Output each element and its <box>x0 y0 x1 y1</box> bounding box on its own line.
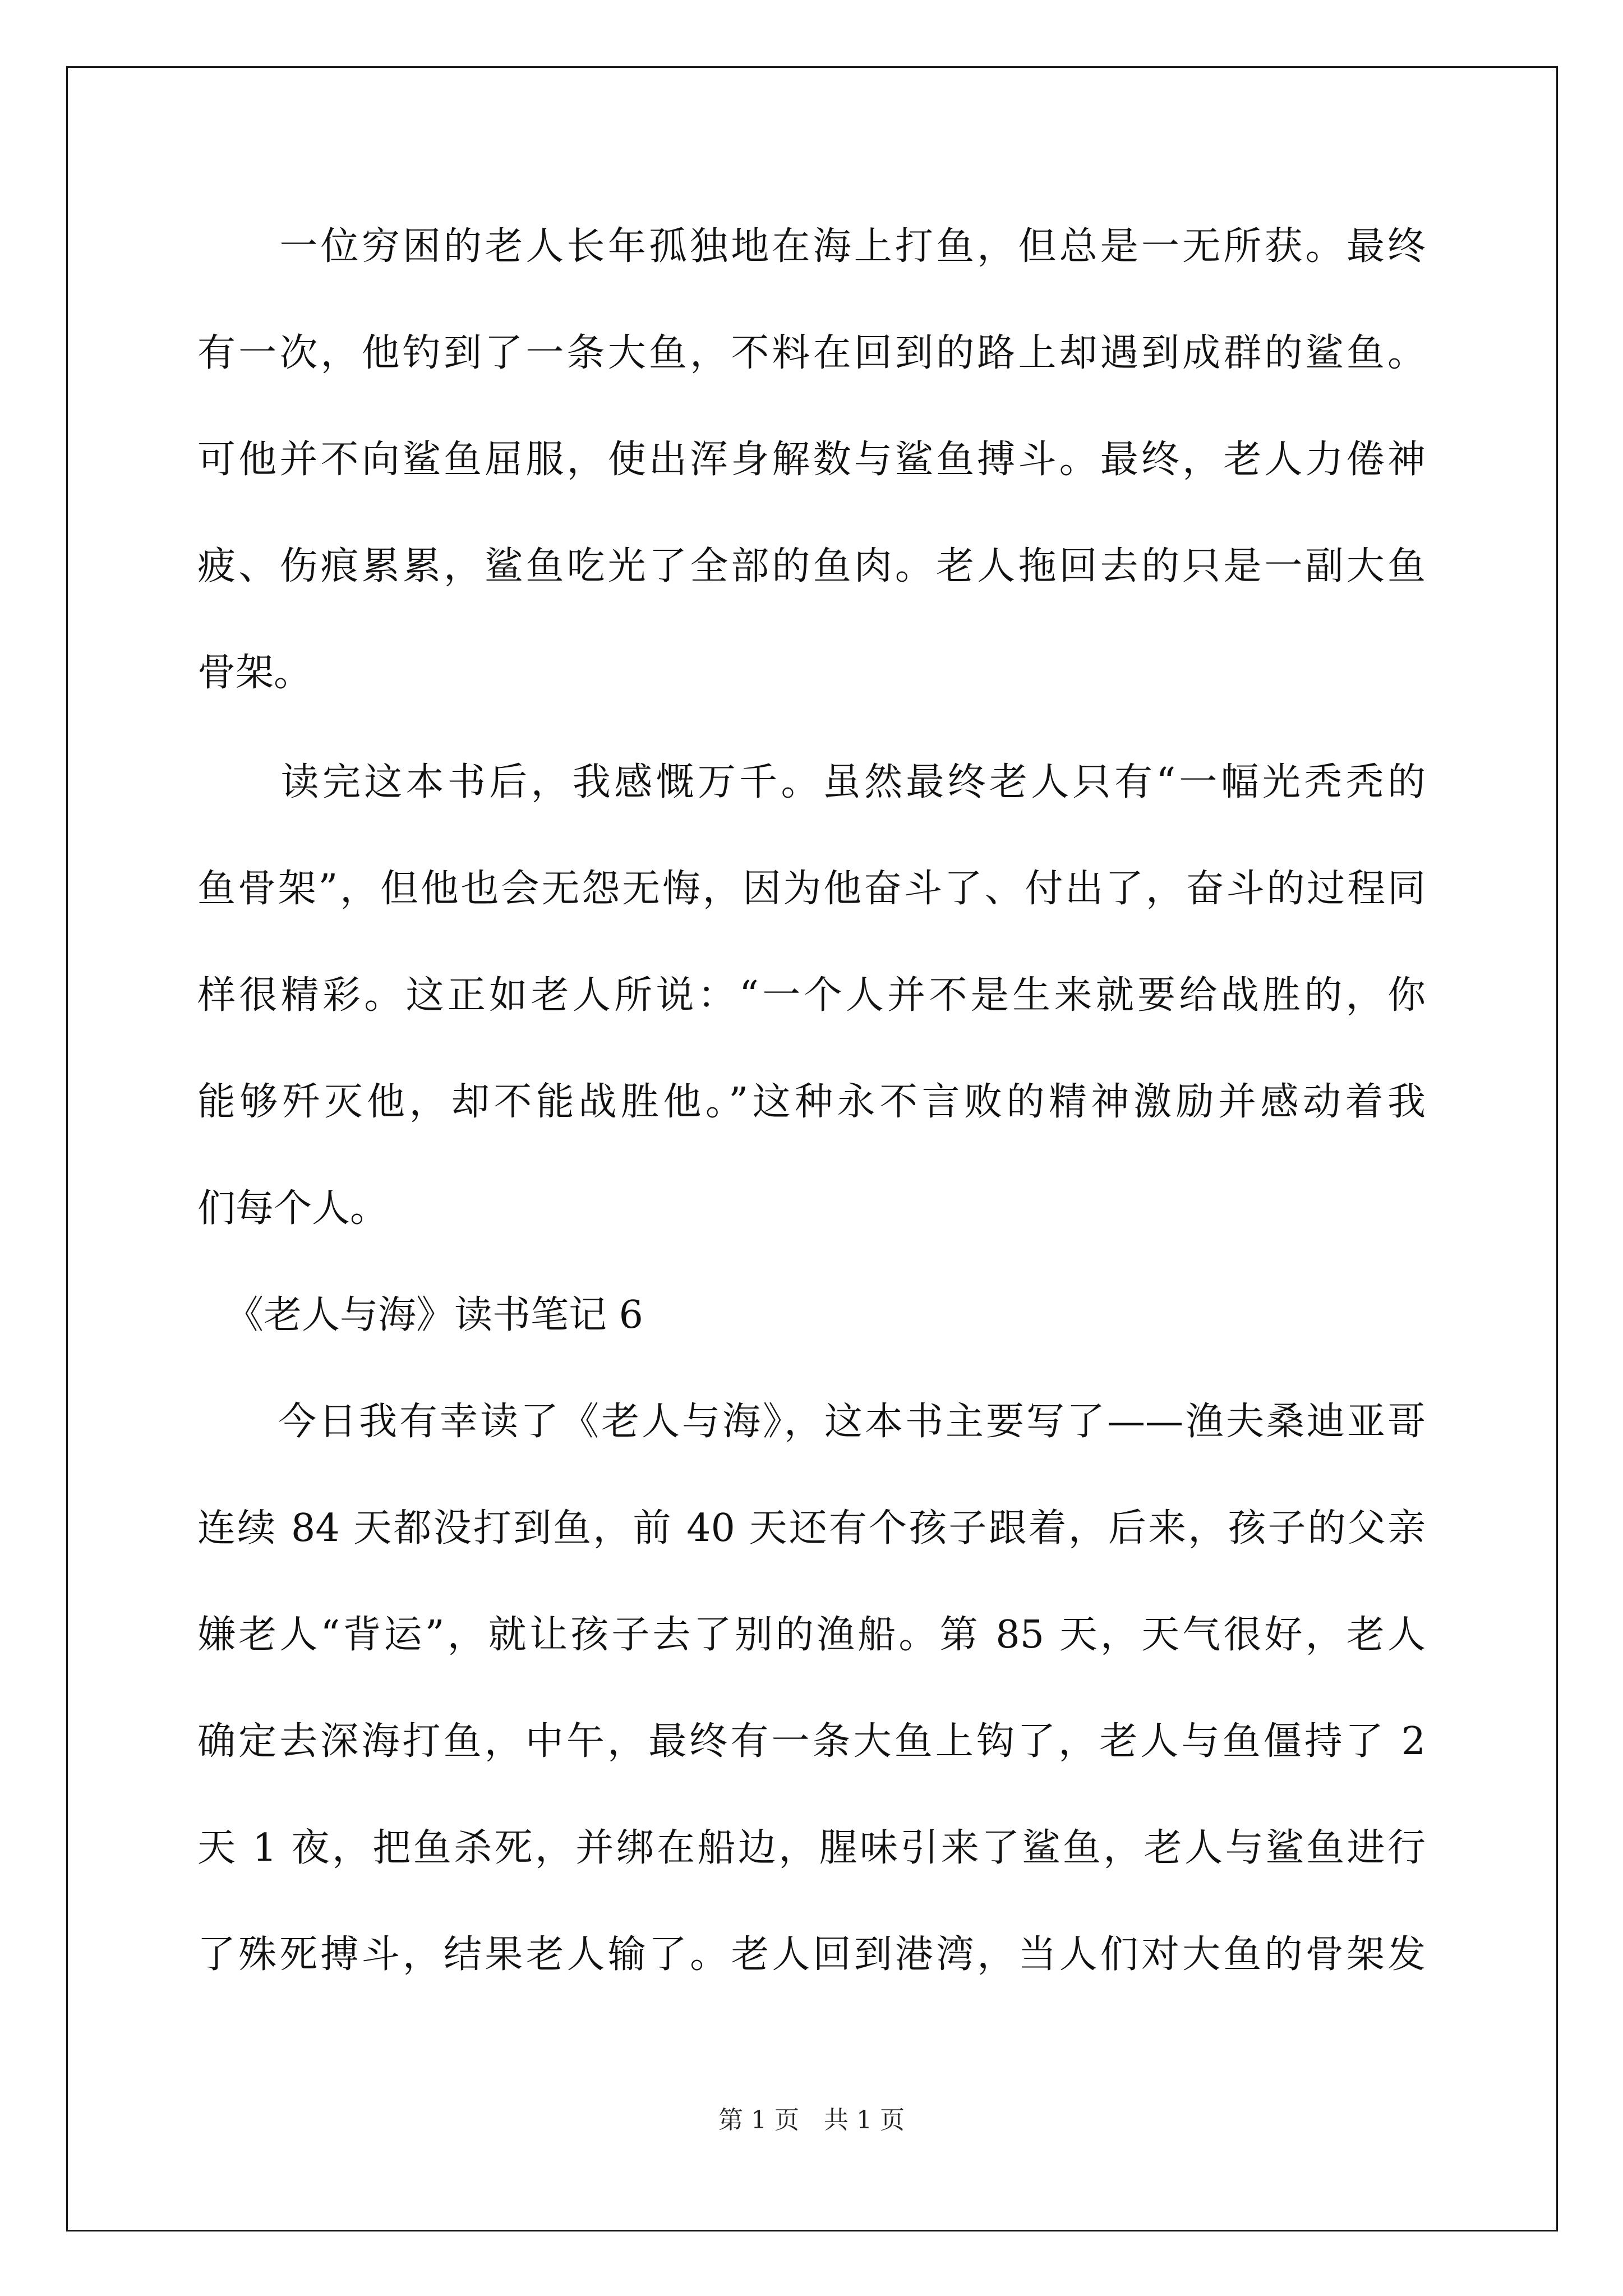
text-line: 连续 84 天都没打到鱼，前 40 天还有个孩子跟着，后来，孩子的父亲 <box>197 1506 1426 1550</box>
text-line: 疲、伤痕累累，鲨鱼吃光了全部的鱼肉。老人拖回去的只是一副大鱼 <box>197 544 1426 588</box>
text-line: 有一次，他钓到了一条大鱼，不料在回到的路上却遇到成群的鲨鱼。 <box>197 331 1426 375</box>
page-border <box>66 66 1558 2231</box>
text-line: 可他并不向鲨鱼屈服，使出浑身解数与鲨鱼搏斗。最终，老人力倦神 <box>197 438 1426 482</box>
text-line: 读完这本书后，我感慨万千。虽然最终老人只有“一幅光秃秃的 <box>197 760 1426 804</box>
text-line: 能够歼灭他，却不能战胜他。”这种永不言败的精神激励并感动着我 <box>197 1080 1426 1124</box>
page-footer: 第 1 页 共 1 页 <box>718 2106 905 2134</box>
text-line: 了殊死搏斗，结果老人输了。老人回到港湾，当人们对大鱼的骨架发 <box>197 1932 1426 1977</box>
text-line: 今日我有幸读了《老人与海》，这本书主要写了——渔夫桑迪亚哥 <box>197 1400 1426 1444</box>
text-line: 一位穷困的老人长年孤独地在海上打鱼，但总是一无所获。最终 <box>197 224 1426 269</box>
text-line: 鱼骨架”，但他也会无怨无悔，因为他奋斗了、付出了，奋斗的过程同 <box>197 867 1426 911</box>
text-line: 天 1 夜，把鱼杀死，并绑在船边，腥味引来了鲨鱼，老人与鲨鱼进行 <box>197 1826 1426 1870</box>
text-line: 嫌老人“背运”，就让孩子去了别的渔船。第 85 天，天气很好，老人 <box>197 1613 1426 1657</box>
section-heading: 《老人与海》读书笔记 6 <box>225 1293 643 1337</box>
text-line: 们每个人。 <box>197 1186 389 1231</box>
text-line: 骨架。 <box>197 651 312 695</box>
text-line: 样很精彩。这正如老人所说：“一个人并不是生来就要给战胜的，你 <box>197 973 1426 1018</box>
text-line: 确定去深海打鱼，中午，最终有一条大鱼上钩了，老人与鱼僵持了 2 <box>197 1719 1426 1764</box>
